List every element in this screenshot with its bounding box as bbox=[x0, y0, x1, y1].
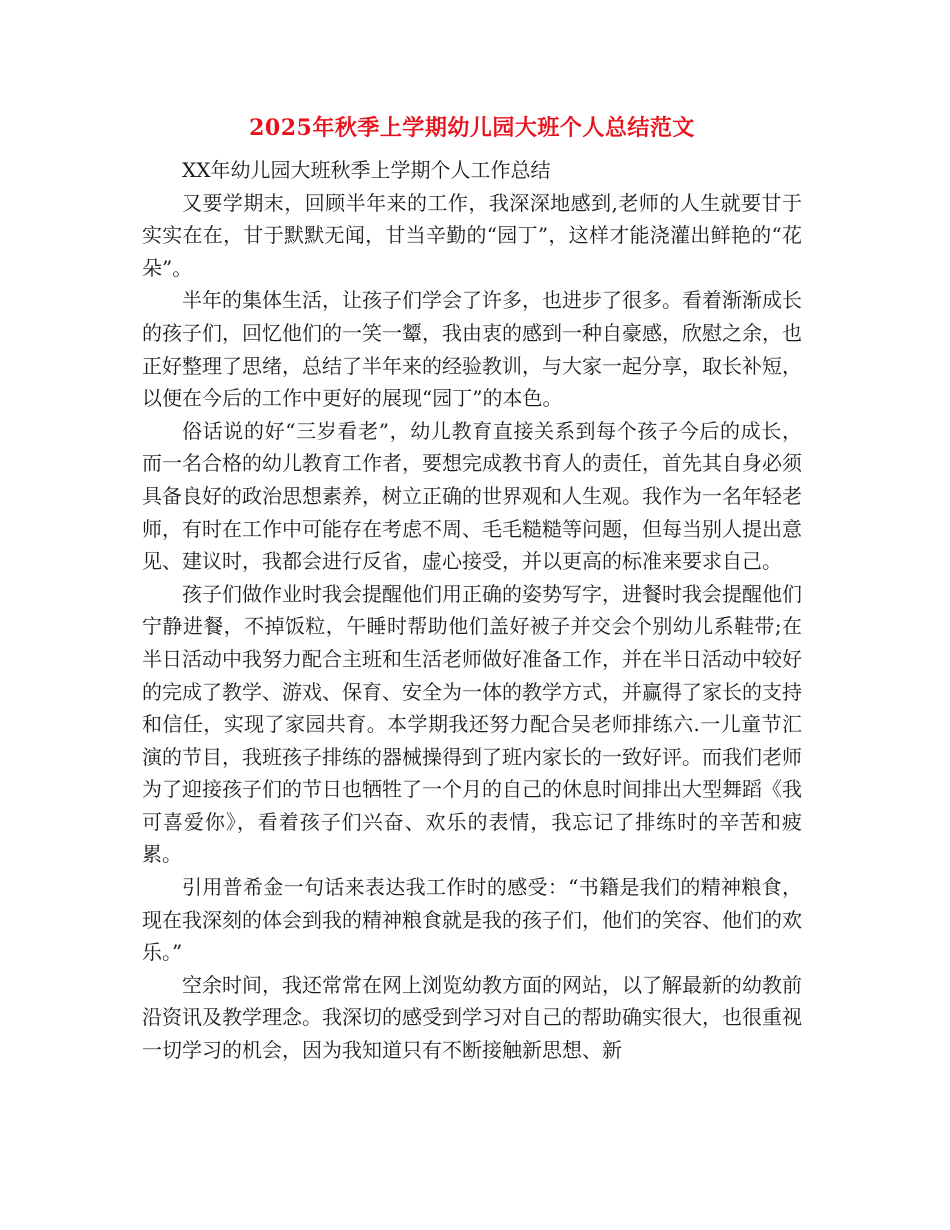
document-body bbox=[142, 108, 802, 1067]
paragraph: 又要学期末，回顾半年来的工作，我深深地感到,老师的人生就要甘于实实在在，甘于默默无闻，甘当辛勤的“园丁”，这样才能浇灌出鲜艳的“花朵”。 bbox=[142, 190, 802, 280]
paragraph: 俗话说的好“三岁看老”，幼儿教育直接关系到每个孩子今后的成长，而一名合格的幼儿教育工作者，要想完成教书育人的责任，首先其自身必须具备良好的政治思想素养，树立正确的世界观和人生观。我作为一名年轻老师，有时在工作中可能存在考虑不周、毛毛糙糙等问题，但每当别人提出意见、建议时，我都会进行反省，虚心接受，并以更高的标准来要求自己。 bbox=[142, 418, 802, 574]
document-title: 2025年秋季上学期幼儿园大班个人总结范文 bbox=[249, 115, 695, 141]
paragraph: 孩子们做作业时我会提醒他们用正确的姿势写字，进餐时我会提醒他们宁静进餐，不掉饭粒，午睡时帮助他们盖好被子并交会个别幼儿系鞋带;在半日活动中我努力配合主班和生活老师做好准备工作，并在半日活动中较好的完成了教学、游戏、保育、安全为一体的教学方式，并赢得了家长的支持和信任，实现了家园共育。本学期我还努力配合吴老师排练六.一儿童节汇演的节目，我班孩子排练的器械操得到了班内家长的一致好评。而我们老师为了迎接孩子们的节日也牺牲了一个月的自己的休息时间排出大型舞蹈《我可喜爱你》，看着孩子们兴奋、欢乐的表情，我忘记了排练时的辛苦和疲累。 bbox=[142, 581, 802, 867]
paragraph: 空余时间，我还常常在网上浏览幼教方面的网站，以了解最新的幼教前沿资讯及教学理念。我深切的感受到学习对自己的帮助确实很大，也很重视一切学习的机会，因为我知道只有不断接触新思想、新 bbox=[142, 972, 802, 1063]
paragraph: 半年的集体生活，让孩子们学会了许多，也进步了很多。看着渐渐成长的孩子们，回忆他们的一笑一颦，我由衷的感到一种自豪感，欣慰之余，也正好整理了思绪，总结了半年来的经验教训，与大家一起分享，取长补短，以便在今后的工作中更好的展现“园丁”的本色。 bbox=[142, 288, 802, 411]
paragraph-subtitle: XX年幼儿园大班秋季上学期个人工作总结 bbox=[182, 158, 551, 182]
paragraph: 引用普希金一句话来表达我工作时的感受：“书籍是我们的精神粮食，现在我深刻的体会到我的精神粮食就是我的孩子们，他们的笑容、他们的欢乐。” bbox=[142, 875, 802, 965]
